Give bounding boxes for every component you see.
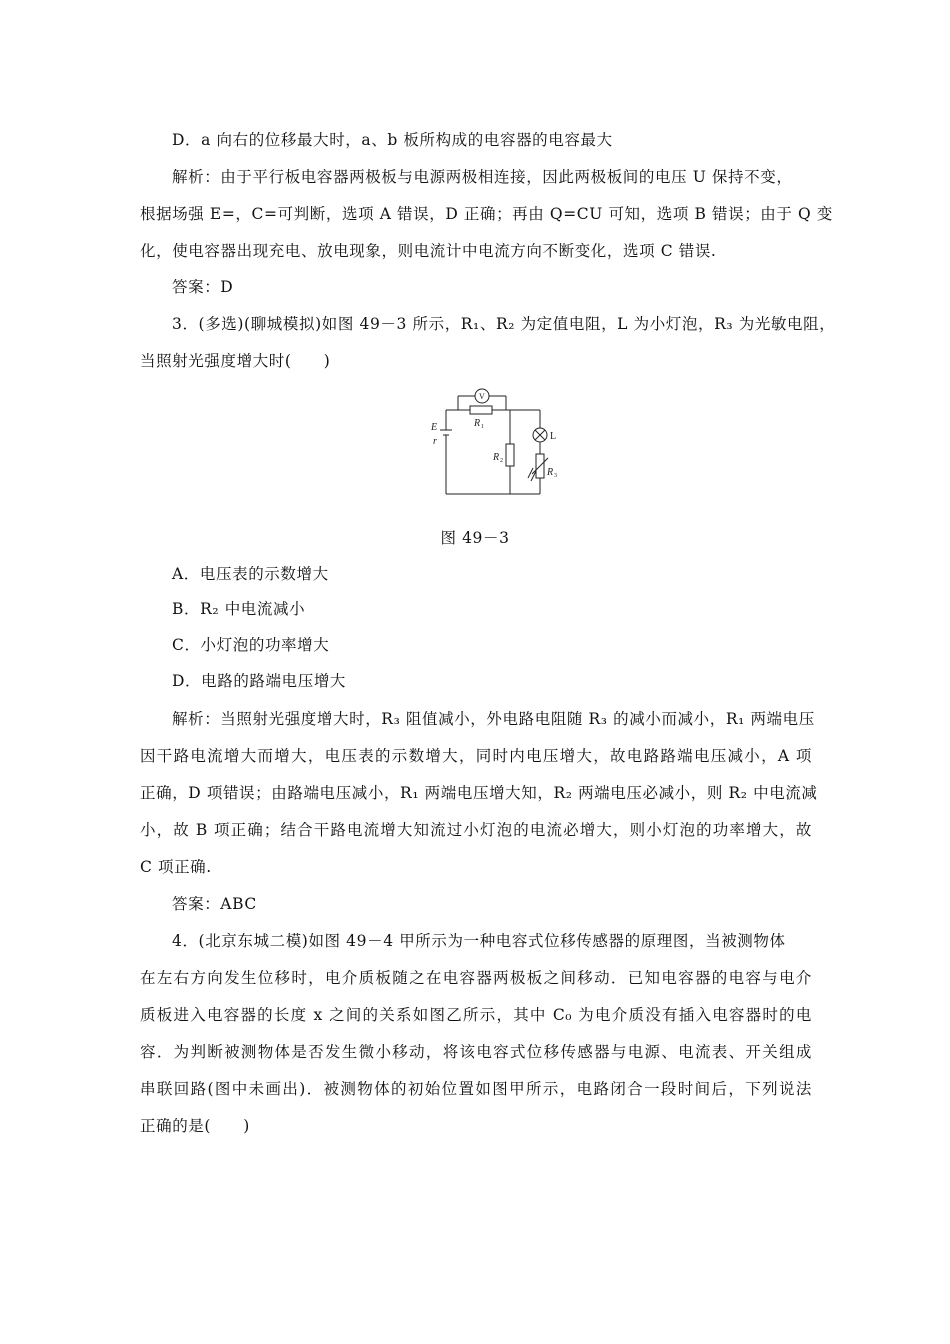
analysis-line: 根据场强 E=，C=可判断，选项 A 错误，D 正确；再由 Q=CU 可知，选项 B 错误；由于 Q 变 <box>140 205 833 223</box>
option-a: A．电压表的示数增大 <box>172 565 329 583</box>
analysis-line: 解析：由于平行板电容器两极板与电源两极相连接，因此两极板间的电压 U 保持不变， <box>172 168 793 186</box>
lamp-label: L <box>550 431 557 442</box>
option-d: D．电路的路端电压增大 <box>172 672 347 690</box>
option-d-prev: D．a 向右的位移最大时，a、b 板所构成的电容器的电容最大 <box>172 131 613 149</box>
question-line: 容．为判断被测物体是否发生微小移动，将该电容式位移传感器与电源、电流表、开关组成 <box>140 1043 812 1061</box>
analysis-line: 小，故 B 项正确；结合干路电流增大知流过小灯泡的电流必增大，则小灯泡的功率增大，故 <box>140 821 812 839</box>
question-line: 串联回路(图中未画出)．被测物体的初始位置如图甲所示，电路闭合一段时间后，下列说法 <box>140 1080 812 1098</box>
circuit-diagram <box>420 386 560 501</box>
analysis-line: 化，使电容器出现充电、放电现象，则电流计中电流方向不断变化，选项 C 错误. <box>140 242 717 260</box>
question-line: 质板进入电容器的长度 x 之间的关系如图乙所示，其中 C₀ 为电介质没有插入电容器时的电 <box>140 1006 812 1024</box>
r3-label: R <box>547 467 554 478</box>
answer-line: 答案：ABC <box>172 895 257 913</box>
analysis-line: C 项正确. <box>140 858 212 876</box>
option-b: B．R₂ 中电流减小 <box>172 600 306 618</box>
question-line: 当照射光强度增大时( ) <box>140 352 331 370</box>
question-line: 3．(多选)(聊城模拟)如图 49－3 所示，R₁、R₂ 为定值电阻，L 为小灯泡，R₃ 为光敏电阻， <box>172 315 836 333</box>
voltmeter-label: V <box>479 392 485 401</box>
question-line: 正确的是( ) <box>140 1117 250 1135</box>
figure-caption: 图 49－3 <box>440 529 510 547</box>
answer-line: 答案：D <box>172 278 234 296</box>
r1-subscript: 1 <box>481 424 484 430</box>
question-line: 4．(北京东城二模)如图 49－4 甲所示为一种电容式位移传感器的原理图，当被测物体 <box>172 932 786 950</box>
internal-resistance-label: r <box>433 436 437 447</box>
r2-subscript: 2 <box>500 458 503 464</box>
question-line: 在左右方向发生位移时，电介质板随之在电容器两极板之间移动．已知电容器的电容与电介 <box>140 969 812 987</box>
analysis-line: 解析：当照射光强度增大时，R₃ 阻值减小，外电路电阻随 R₃ 的减小而减小，R₁ 两端电压 <box>172 710 815 728</box>
emf-label: E <box>431 422 438 433</box>
r1-label: R <box>474 418 481 429</box>
analysis-line: 正确，D 项错误；由路端电压减小，R₁ 两端电压增大知，R₂ 两端电压必减小，则 R₂ 中电流减 <box>140 784 818 802</box>
analysis-line: 因干路电流增大而增大，电压表的示数增大，同时内电压增大，故电路路端电压减小，A 项 <box>140 747 812 765</box>
r3-subscript: 3 <box>554 473 557 479</box>
r2-label: R <box>493 452 500 463</box>
option-c: C．小灯泡的功率增大 <box>172 636 330 654</box>
